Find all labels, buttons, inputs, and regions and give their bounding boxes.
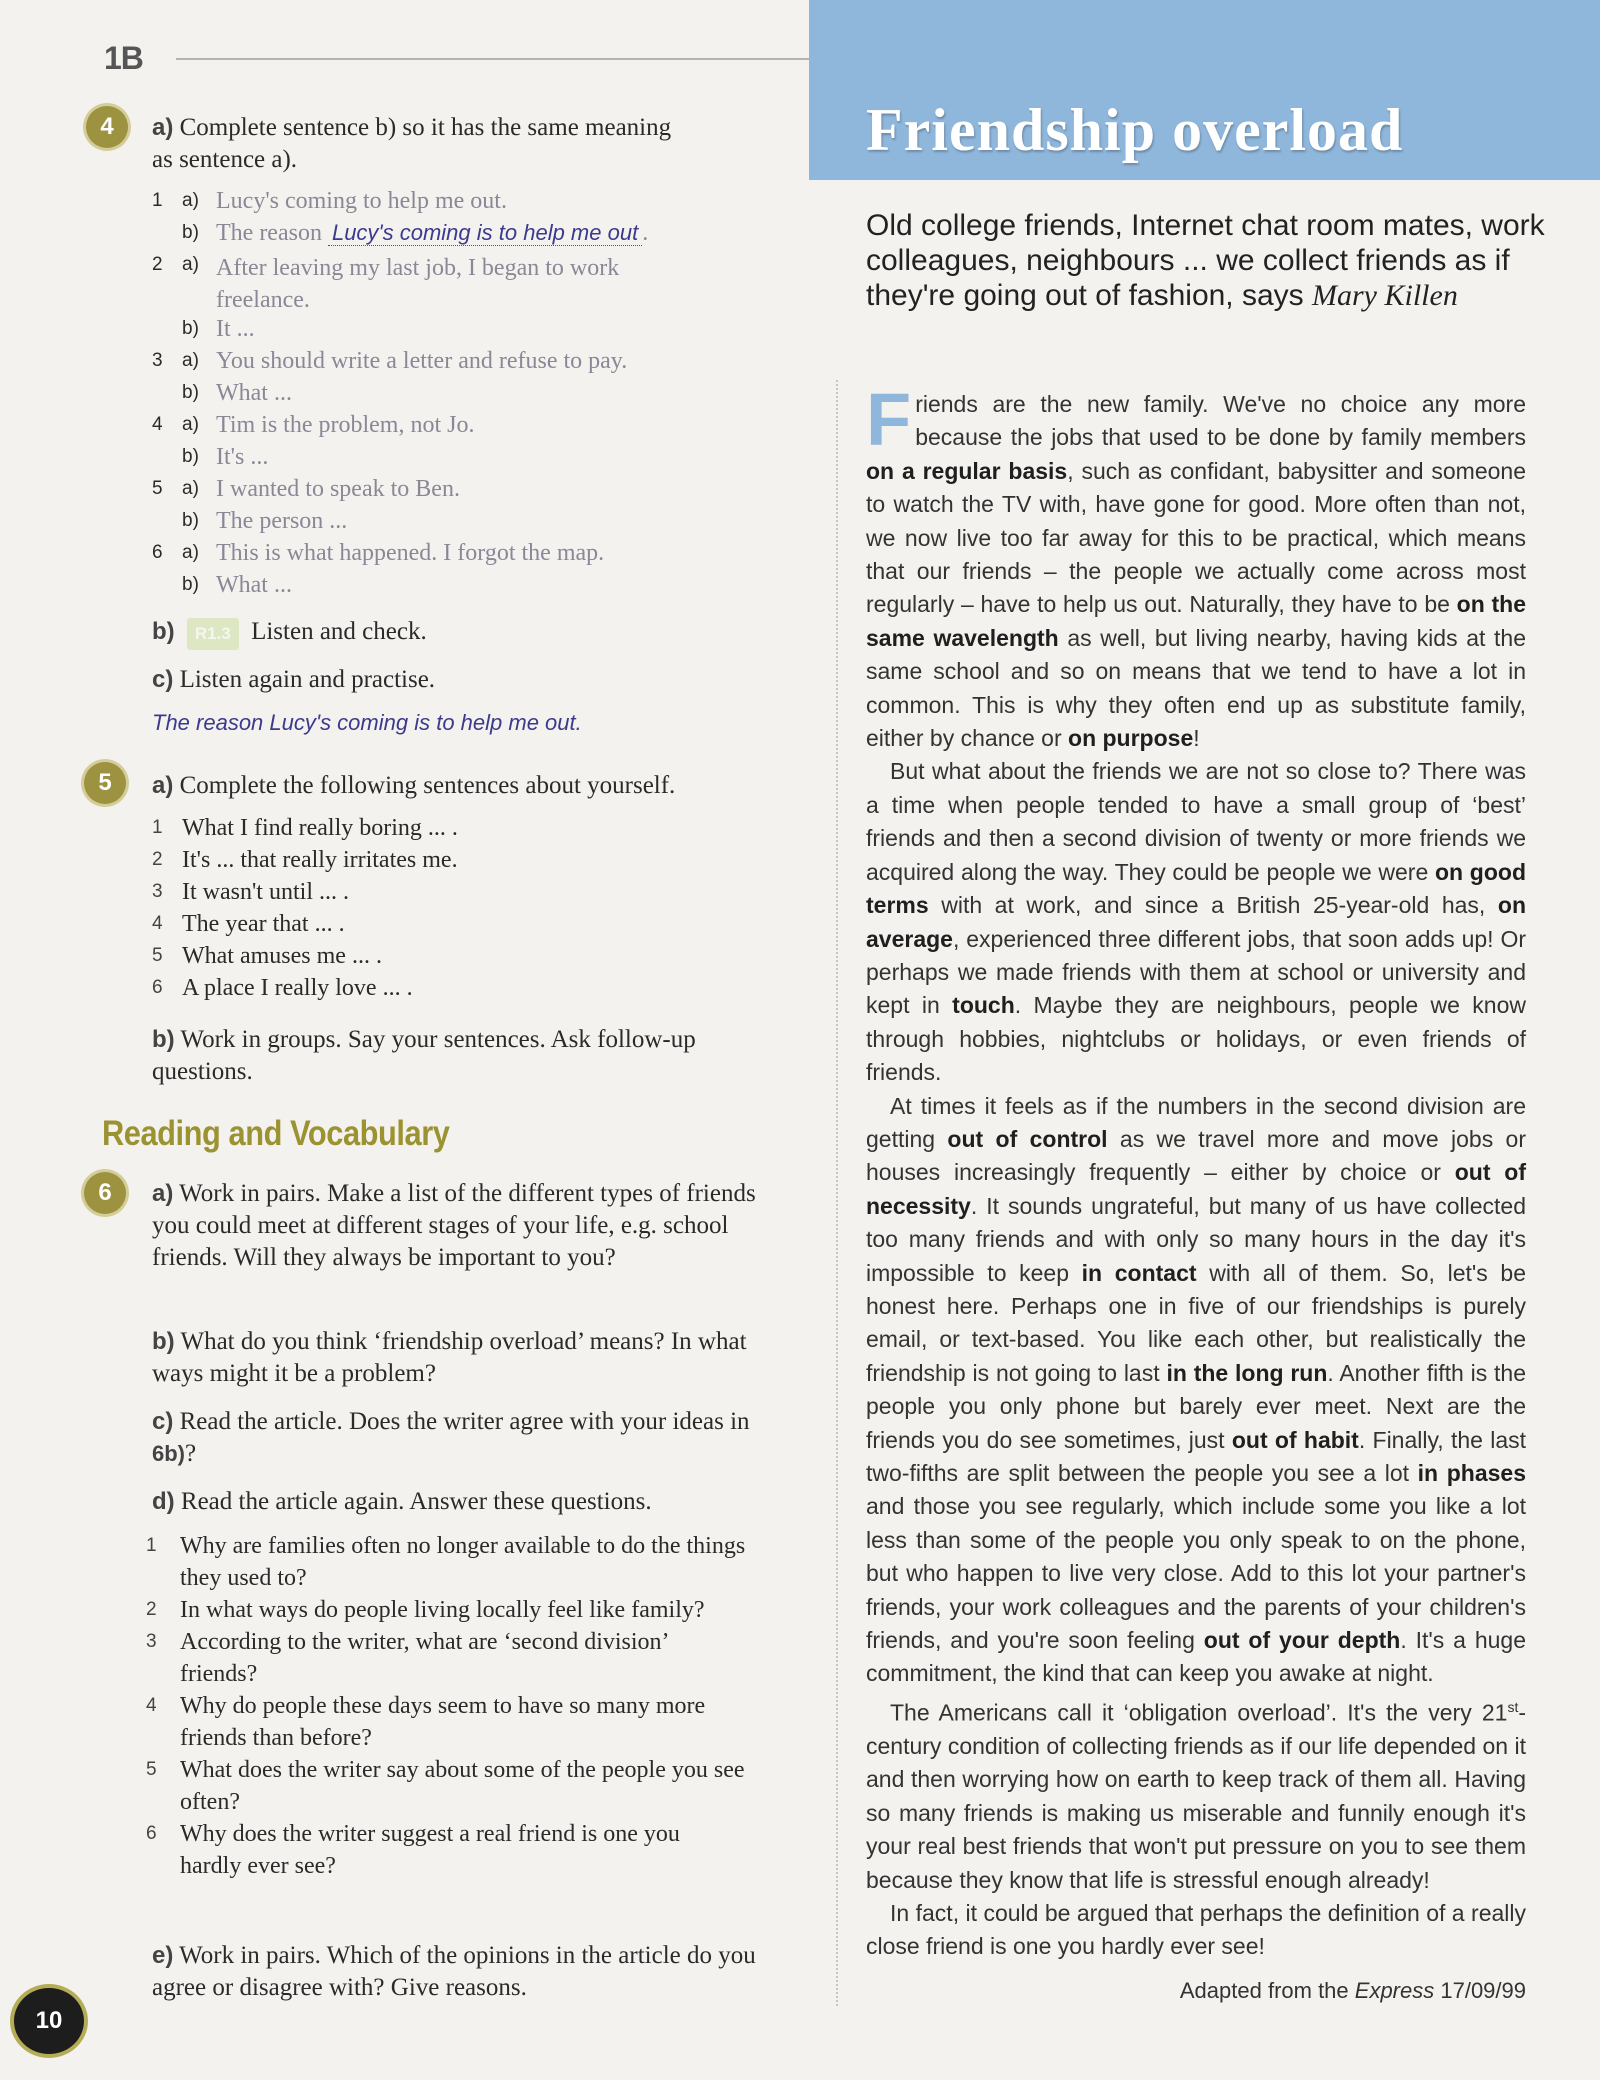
paragraph-text: riends are the new family. We've no choice any more because the jobs that used to be done by family members [915, 391, 1526, 451]
sentence-a: Tim is the problem, not Jo. [216, 412, 475, 438]
answer-text: Lucy's coming is to help me out [328, 220, 642, 246]
question-text: Why do people these days seem to have so many more friends than before? [180, 1693, 706, 1751]
vocabulary-phrase: on good terms [866, 858, 1526, 919]
question-number: 3 [146, 1631, 157, 1652]
exercise-4-item-3a [152, 348, 712, 380]
vocabulary-phrase: out of your depth [1203, 1627, 1401, 1654]
audio-track-badge[interactable]: R1.3 [187, 618, 239, 650]
exercise-4b-text: Listen and check. [251, 618, 427, 645]
b-marker: b) [182, 510, 199, 531]
b-marker: b) [182, 574, 199, 595]
exercise-5-list [152, 812, 712, 1004]
item-number: 4 [152, 913, 163, 934]
article-paragraph-5 [866, 1897, 1526, 1964]
item-text: What amuses me ... . [182, 943, 382, 969]
standfirst-text: Old college friends, Internet chat room mates, work colleagues, neighbours ... we collect friends as if they're going out of fashion, says [866, 209, 1545, 312]
paragraph-text: with at work, and since a British 25-year-old has, [928, 892, 1498, 919]
a-marker: a) [182, 414, 199, 435]
vocabulary-phrase: touch [952, 992, 1015, 1019]
exercise-6c-text: Read the article. Does the writer agree with your ideas in [179, 1408, 750, 1435]
drop-cap: F [866, 378, 912, 461]
sentence-b-suffix: . [642, 220, 649, 246]
item-text: It's ... that really irritates me. [182, 847, 458, 873]
item-number: 5 [152, 945, 163, 966]
article-paragraph-2 [866, 755, 1526, 1089]
paragraph-text: -century condition of collecting friends as if our life depended on it and then worrying how on earth to keep track of them all. Having so many friends is making us miserable and funnily enough it's your real best friends that won't put pressure on you to see them because they know that life is stressful enough already! [866, 1699, 1526, 1893]
b-marker: b) [182, 446, 199, 467]
item-text: The year that ... . [182, 911, 345, 937]
list-item [152, 908, 712, 940]
item-number: 6 [152, 977, 163, 998]
sentence-b-prefix: The reason [216, 220, 322, 246]
exercise-6a-instruction [152, 1178, 766, 1274]
vocabulary-phrase: on average [866, 892, 1526, 952]
paragraph-text: But what about the friends we are not so close to? There was a time when people tended to have a small group of ‘best’ friends and then a second division of twenty or more friends we acquired along the way. They could be people we were [866, 758, 1526, 885]
vocabulary-phrase: in the long run [1166, 1359, 1328, 1386]
sentence-a: After leaving my last job, I began to work freelance. [216, 255, 620, 313]
paragraph-text: . It's a huge commitment, the kind that can keep you awake at night. [866, 1627, 1526, 1687]
exercise-4-item-4b [152, 444, 712, 476]
item-number: 1 [152, 190, 163, 211]
question-text: What does the writer say about some of the people you see often? [180, 1757, 745, 1815]
item-text: It wasn't until ... . [182, 879, 349, 905]
exercise-4-item-1a [152, 188, 712, 220]
a-marker: a) [182, 478, 199, 499]
section-heading: Reading and Vocabulary [102, 1114, 450, 1153]
question-number: 4 [146, 1695, 157, 1716]
exercise-6e-tag: e) [152, 1942, 174, 1969]
b-marker: b) [182, 222, 199, 243]
question-number: 1 [146, 1535, 157, 1556]
exercise-reference: 6b) [152, 1441, 185, 1466]
exercise-4c-instruction [152, 664, 435, 696]
exercise-5b-text: Work in groups. Say your sentences. Ask follow-up questions. [152, 1026, 696, 1085]
sentence-a: You should write a letter and refuse to pay. [216, 348, 628, 374]
vocabulary-phrase: on the same wavelength [866, 591, 1526, 651]
exercise-4-item-1b [152, 220, 712, 252]
exercise-4a-instruction [152, 112, 692, 176]
item-text: What I find really boring ... . [182, 815, 458, 841]
vocabulary-phrase: in contact [1081, 1259, 1197, 1286]
item-number: 3 [152, 350, 163, 371]
exercise-4-item-2b [152, 316, 712, 348]
article-standfirst [866, 208, 1546, 313]
b-marker: b) [182, 318, 199, 339]
paragraph-text: , such as confidant, babysitter and someone to watch the TV with, have gone for good. More often than not, we now live too far away for this to be practical, which means that our friends – the people we actually come across most regularly – have to help us out. Naturally, they have to be [866, 457, 1526, 618]
exercise-4-item-5b [152, 508, 712, 540]
author-byline: Mary Killen [1312, 279, 1458, 312]
exercise-4-item-4a [152, 412, 712, 444]
exercise-6b-instruction [152, 1326, 762, 1390]
source-date: 17/09/99 [1434, 1978, 1526, 2003]
exercise-6e-text: Work in pairs. Which of the opinions in the article do you agree or disagree with? Give reasons. [152, 1942, 756, 2001]
vocabulary-phrase: out of habit [1231, 1426, 1359, 1453]
exercise-4-badge: 4 [86, 106, 128, 148]
item-text: A place I really love ... . [182, 975, 413, 1001]
exercise-5b-instruction [152, 1024, 762, 1088]
a-marker: a) [182, 254, 199, 275]
exercise-5a-tag: a) [152, 772, 174, 799]
pronunciation-example: The reason Lucy's coming is to help me out. [152, 710, 582, 735]
exercise-4b-instruction [152, 616, 427, 650]
paragraph-text: . Another fifth is the people you only phone but barely ever meet. Next are the friends you do see sometimes, just [866, 1359, 1526, 1453]
exercise-6a-tag: a) [152, 1180, 174, 1207]
ordinal-suffix: st [1507, 1698, 1519, 1715]
sentence-b [216, 220, 648, 247]
question-item [146, 1530, 746, 1594]
list-item [152, 876, 712, 908]
header-rule [176, 58, 812, 60]
list-item [152, 812, 712, 844]
article-paragraph-3 [866, 1090, 1526, 1691]
exercise-4c-text: Listen again and practise. [179, 666, 436, 693]
exercise-4-item-2a [152, 252, 712, 316]
item-number: 4 [152, 414, 163, 435]
exercise-6e-instruction [152, 1940, 762, 2004]
question-number: 5 [146, 1759, 157, 1780]
exercise-4c-tag: c) [152, 666, 174, 693]
item-number: 2 [152, 849, 163, 870]
column-divider [836, 380, 838, 2006]
question-item [146, 1690, 746, 1754]
exercise-4a-text: Complete sentence b) so it has the same meaning as sentence a). [152, 114, 672, 173]
sentence-b: It's ... [216, 444, 269, 470]
exercise-4-item-5a [152, 476, 712, 508]
exercise-5-badge: 5 [84, 762, 126, 804]
exercise-6d-instruction [152, 1486, 652, 1518]
exercise-5a-instruction [152, 770, 675, 802]
question-item [146, 1594, 746, 1626]
paragraph-text: ! [1193, 725, 1200, 752]
vocabulary-phrase: out of control [947, 1125, 1108, 1152]
paragraph-text: with all of them. So, let's be honest here. Perhaps one in five of our friendships is purely email, or text-based. You like each other, but realistically the friendship is not going to last [866, 1259, 1527, 1386]
sentence-a: Lucy's coming to help me out. [216, 188, 507, 214]
question-number: 6 [146, 1823, 157, 1844]
exercise-6b-tag: b) [152, 1328, 175, 1355]
list-item [152, 972, 712, 1004]
exercise-5b-tag: b) [152, 1026, 175, 1053]
exercise-4-item-6b [152, 572, 712, 604]
page-number: 10 [14, 1988, 84, 2054]
sentence-a: This is what happened. I forgot the map. [216, 540, 605, 566]
exercise-6-questions [146, 1530, 746, 1882]
paragraph-text: , experienced three different jobs, that soon adds up! Or perhaps we made friends with them at school or university and kept in [866, 925, 1526, 1019]
exercise-6c-text-end: ? [185, 1440, 197, 1467]
article-paragraph-1 [866, 378, 1526, 755]
source-prefix: Adapted from the [1179, 1978, 1355, 2003]
item-number: 5 [152, 478, 163, 499]
sentence-b: What ... [216, 380, 292, 406]
a-marker: a) [182, 190, 199, 211]
paragraph-text: In fact, it could be argued that perhaps the definition of a really close friend is one you hardly ever see! [866, 1899, 1526, 1960]
sentence-b: The person ... [216, 508, 348, 534]
vocabulary-phrase: in phases [1417, 1460, 1526, 1486]
list-item [152, 844, 712, 876]
exercise-4-item-6a [152, 540, 712, 572]
paragraph-text: as we travel more and move jobs or houses increasingly frequently – either by choice or [866, 1125, 1527, 1186]
item-number: 3 [152, 881, 163, 902]
item-number: 2 [152, 254, 163, 275]
exercise-6b-text: What do you think ‘friendship overload’ means? In what ways might it be a problem? [152, 1328, 747, 1387]
vocabulary-phrase: on a regular basis [866, 457, 1068, 484]
exercise-4-item-3b [152, 380, 712, 412]
a-marker: a) [182, 542, 199, 563]
article-body [866, 378, 1527, 1964]
paragraph-text: as well, but living nearby, having kids at the same school and so on means that we tend to have a lot in common. This is why they often end up as substitute family, either by chance or [866, 624, 1526, 752]
question-item [146, 1626, 746, 1690]
item-number: 1 [152, 817, 163, 838]
exercise-6-badge: 6 [84, 1172, 126, 1214]
sentence-a: I wanted to speak to Ben. [216, 476, 460, 502]
list-item [152, 940, 712, 972]
exercise-6c-instruction [152, 1406, 762, 1470]
question-text: Why are families often no longer available to do the things they used to? [180, 1533, 746, 1591]
sentence-b: What ... [216, 572, 292, 598]
exercise-6c-tag: c) [152, 1408, 174, 1435]
question-text: According to the writer, what are ‘second division’ friends? [180, 1629, 668, 1687]
question-item [146, 1754, 746, 1818]
paragraph-text: . It sounds ungrateful, but many of us have collected too many friends and with only so many hours in the day it's impossible to keep [866, 1192, 1526, 1286]
source-publication: Express [1354, 1978, 1435, 2003]
exercise-4a-tag: a) [152, 114, 174, 141]
paragraph-text: and those you see regularly, which include some you like a lot less than some of the people you only speak to on the phone, but who happen to live very close. Add to this lot your partner's friends, your work colleagues and the parents of your children's friends, and you're soon feeling [866, 1493, 1526, 1654]
exercise-6a-text: Work in pairs. Make a list of the different types of friends you could meet at different stages of your life, e.g. school friends. Will they always be important to you? [152, 1180, 756, 1271]
question-item [146, 1818, 746, 1882]
paragraph-text: The Americans call it ‘obligation overload’. It's the very 21 [890, 1699, 1508, 1726]
exercise-4b-tag: b) [152, 618, 175, 645]
item-number: 6 [152, 542, 163, 563]
exercise-6d-text: Read the article again. Answer these questions. [180, 1488, 652, 1515]
paragraph-text: At times it feels as if the numbers in the second division are getting [866, 1092, 1526, 1152]
article-paragraph-4 [866, 1691, 1526, 1897]
question-text: In what ways do people living locally feel like family? [180, 1597, 705, 1623]
question-number: 2 [146, 1599, 157, 1620]
exercise-5a-text: Complete the following sentences about yourself. [179, 772, 676, 799]
paragraph-text: . Maybe they are neighbours, people we know through hobbies, nightclubs or holidays, or even friends of friends. [866, 992, 1526, 1086]
a-marker: a) [182, 350, 199, 371]
exercise-4-items [152, 188, 712, 604]
exercise-6d-tag: d) [152, 1488, 175, 1515]
sentence-b: It ... [216, 316, 255, 342]
vocabulary-phrase: out of necessity [866, 1159, 1527, 1219]
article-title: Friendship overload [866, 97, 1404, 163]
paragraph-text: . Finally, the last two-fifths are split between the people you see a lot [866, 1426, 1526, 1486]
b-marker: b) [182, 382, 199, 403]
unit-label: 1B [104, 40, 143, 76]
vocabulary-phrase: on purpose [1068, 725, 1194, 752]
article-source [866, 1978, 1526, 2004]
question-text: Why does the writer suggest a real friend is one you hardly ever see? [180, 1821, 680, 1879]
